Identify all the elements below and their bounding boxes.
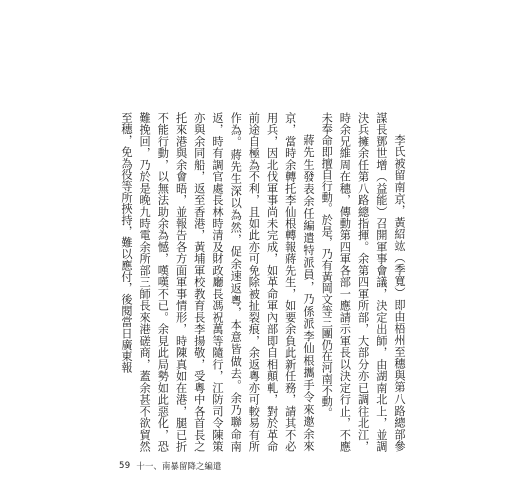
running-chapter-title: 十一、南暴留降之編遣 bbox=[136, 462, 222, 472]
paragraph: 李氏被留南京，黃紹竑（季寬）即由梧州至穗與第八路總部參謀長鄧世增（益能）召開軍事會議，決定出師，由湖南北上，並調決兵擁余任第八路總指揮。余第四軍所部，大部分亦已調往北江，時余兄維周在穗，傳動第四軍各部一應請示軍長以決定行止，不應未奉命即擅自行動。於是，乃有黃岡文等三團仍在河南不動。 bbox=[320, 112, 406, 452]
vertical-text-block bbox=[116, 112, 408, 452]
paragraph: 蔣先生發表余任編遣特派員，乃係派李仙根攜手令來邀余來京，當時余轉托李仙根轉報蔣先生，如要余負此新任務，請其不必用兵，因北伐軍事尚未完成，如革命軍內部即自相顛軋，對於革命前途自極為不利，且如此亦可免除被扯裂痕，余返粵亦可較易有所作為。蔣先生深以為然，促余速返粵，本意皆做去。余乃聯命南返，時有調官處長林時清及財政廳長馮祝萬等隨行，江防司令陳策亦與余同船，返至香港，黃埔軍校教育長李揚敬，受粵中各首長之托來港與余會晤，並報告各方面軍事情形，時陳真如在港，腿已折不能行動，以無法助余為憾，嘆嘆不已。余見此局勢如此惡化，恐難挽回，乃於是晚九時電余所部三師長來港磋商，蓋余甚不欲貿然至穗，免為役等所挾持，難以應付，後閱當日廣東報 bbox=[119, 112, 315, 452]
page-footer bbox=[119, 459, 221, 473]
page-number: 59 bbox=[119, 461, 131, 471]
